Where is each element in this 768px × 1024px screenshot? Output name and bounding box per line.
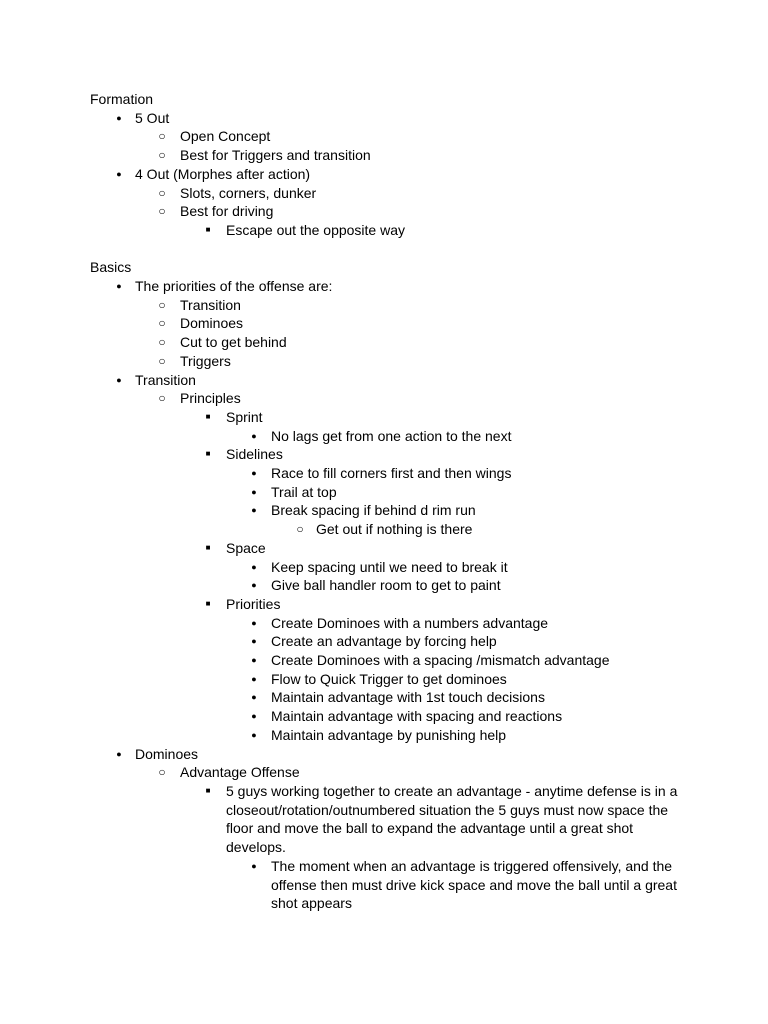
list-item: ● Create Dominoes with a numbers advantage bbox=[0, 614, 768, 633]
bullet-disc-icon: ● bbox=[116, 374, 122, 385]
bullet-disc-icon: ● bbox=[116, 748, 122, 759]
list-item: ○ Get out if nothing is there bbox=[0, 520, 768, 539]
list-item: ○ Triggers bbox=[0, 352, 768, 371]
list-item: ○ Dominoes bbox=[0, 314, 768, 333]
list-item: ○ Best for driving bbox=[0, 202, 768, 221]
bullet-disc-icon: ● bbox=[116, 281, 122, 292]
bullet-disc-icon: ● bbox=[251, 860, 257, 871]
list-item: ● Trail at top bbox=[0, 483, 768, 502]
list-item: ● Dominoes bbox=[0, 745, 768, 764]
list-item: ● The priorities of the offense are: bbox=[0, 277, 768, 296]
list-item: ● 4 Out (Morphes after action) bbox=[0, 165, 768, 184]
bullet-circle-icon: ○ bbox=[158, 391, 166, 406]
list-item: ○ Principles bbox=[0, 389, 768, 408]
list-item: ● Break spacing if behind d rim run bbox=[0, 501, 768, 520]
list-item: ○ Best for Triggers and transition bbox=[0, 146, 768, 165]
list-item: ● Race to fill corners first and then wings bbox=[0, 464, 768, 483]
bullet-disc-icon: ● bbox=[251, 711, 257, 722]
list-item: ● Create Dominoes with a spacing /mismatch advantage bbox=[0, 651, 768, 670]
list-item: ○ Open Concept bbox=[0, 127, 768, 146]
bullet-square-icon: ■ bbox=[205, 786, 211, 795]
bullet-circle-icon: ○ bbox=[158, 297, 166, 312]
bullet-circle-icon: ○ bbox=[158, 765, 166, 780]
bullet-disc-icon: ● bbox=[251, 636, 257, 647]
list-item: ● Flow to Quick Trigger to get dominoes bbox=[0, 670, 768, 689]
bullet-disc-icon: ● bbox=[251, 673, 257, 684]
bullet-disc-icon: ● bbox=[251, 468, 257, 479]
list-item: ● No lags get from one action to the next bbox=[0, 427, 768, 446]
bullet-circle-icon: ○ bbox=[158, 353, 166, 368]
bullet-circle-icon: ○ bbox=[158, 148, 166, 163]
list-item: ■ Sprint bbox=[0, 408, 768, 427]
bullet-disc-icon: ● bbox=[251, 692, 257, 703]
bullet-disc-icon: ● bbox=[116, 168, 122, 179]
bullet-square-icon: ■ bbox=[205, 224, 211, 234]
bullet-square-icon: ■ bbox=[205, 411, 211, 421]
list-item: ■ Priorities bbox=[0, 595, 768, 614]
list-item: ○ Advantage Offense bbox=[0, 763, 768, 782]
list-item: ○ Slots, corners, dunker bbox=[0, 184, 768, 203]
list-item: ● The moment when an advantage is triggered offensively, and the offense then must drive kick space and move the ball until a great shot appears bbox=[0, 857, 768, 913]
bullet-disc-icon: ● bbox=[116, 112, 122, 123]
section-heading-formation: Formation bbox=[90, 91, 154, 107]
list-item: ○ Cut to get behind bbox=[0, 333, 768, 352]
bullet-circle-icon: ○ bbox=[158, 335, 166, 350]
bullet-square-icon: ■ bbox=[205, 449, 211, 459]
list-item: ● Give ball handler room to get to paint bbox=[0, 576, 768, 595]
bullet-disc-icon: ● bbox=[251, 729, 257, 740]
list-item: ● Maintain advantage with 1st touch decisions bbox=[0, 688, 768, 707]
document-body bbox=[0, 90, 768, 913]
bullet-disc-icon: ● bbox=[251, 486, 257, 497]
bullet-circle-icon: ○ bbox=[296, 522, 304, 537]
bullet-disc-icon: ● bbox=[251, 561, 257, 572]
list-item: ● Create an advantage by forcing help bbox=[0, 632, 768, 651]
list-item: ● 5 Out bbox=[0, 109, 768, 128]
list-item: ● Keep spacing until we need to break it bbox=[0, 558, 768, 577]
bullet-square-icon: ■ bbox=[205, 542, 211, 552]
bullet-disc-icon: ● bbox=[251, 505, 257, 516]
bullet-circle-icon: ○ bbox=[158, 129, 166, 144]
bullet-disc-icon: ● bbox=[251, 617, 257, 628]
list-item: ● Maintain advantage with spacing and reactions bbox=[0, 707, 768, 726]
bullet-disc-icon: ● bbox=[251, 430, 257, 441]
list-item: ■ 5 guys working together to create an advantage - anytime defense is in a closeout/rotation/outnumbered situation the 5 guys must now space the floor and move the ball to expand the advantage until a great shot develops. bbox=[0, 782, 768, 857]
list-item: ■ Sidelines bbox=[0, 445, 768, 464]
list-item: ○ Transition bbox=[0, 296, 768, 315]
section-heading-basics: Basics bbox=[90, 259, 132, 276]
bullet-disc-icon: ● bbox=[251, 580, 257, 591]
list-item: ● Maintain advantage by punishing help bbox=[0, 726, 768, 745]
bullet-circle-icon: ○ bbox=[158, 316, 166, 331]
bullet-disc-icon: ● bbox=[251, 655, 257, 666]
list-item: ● Transition bbox=[0, 371, 768, 390]
blank-line bbox=[0, 240, 768, 259]
list-item: ■ Escape out the opposite way bbox=[0, 221, 768, 240]
bullet-circle-icon: ○ bbox=[158, 185, 166, 200]
bullet-circle-icon: ○ bbox=[158, 204, 166, 219]
bullet-square-icon: ■ bbox=[205, 598, 211, 608]
list-item: ■ Space bbox=[0, 539, 768, 558]
